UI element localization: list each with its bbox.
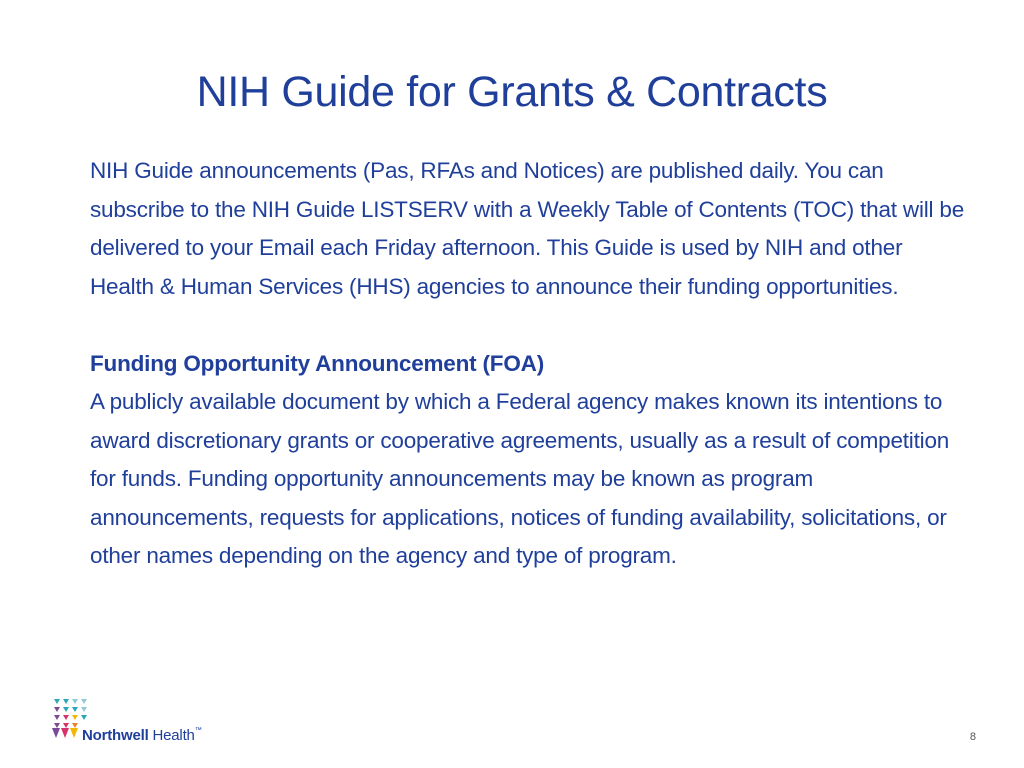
intro-paragraph: NIH Guide announcements (Pas, RFAs and Notices) are published daily. You can subscribe to the NIH Guide LISTSERV with a Weekly Table of Contents (TOC) that will be delivered to your Email each Friday afternoon. This Guide is used by NIH and other Health & Human Services (HHS) agencies to announce their funding opportunities. xyxy=(90,158,965,299)
slide-title: NIH Guide for Grants & Contracts xyxy=(196,68,828,116)
foa-definition: A publicly available document by which a Federal agency makes known its intentions to award discretionary grants or cooperative agreements, usually as a result of competition for funds. Funding opportunity announcements may be known as program announcements, requests for applications, notices of funding availability, solicitations, or other names depending on the agency and type of program. xyxy=(90,389,950,568)
slide-body xyxy=(90,152,970,576)
foa-heading: Funding Opportunity Announcement (FOA) xyxy=(90,350,544,376)
northwell-health-logo xyxy=(52,698,252,744)
logo-triangle-grid-icon xyxy=(52,698,92,730)
logo-trademark: ™ xyxy=(194,727,202,734)
paragraph-gap xyxy=(90,306,970,345)
logo-wordmark xyxy=(52,727,202,744)
logo-health-text: Health xyxy=(148,727,195,744)
page-number: 8 xyxy=(969,731,976,743)
logo-brand-text: Northwell xyxy=(82,727,149,744)
